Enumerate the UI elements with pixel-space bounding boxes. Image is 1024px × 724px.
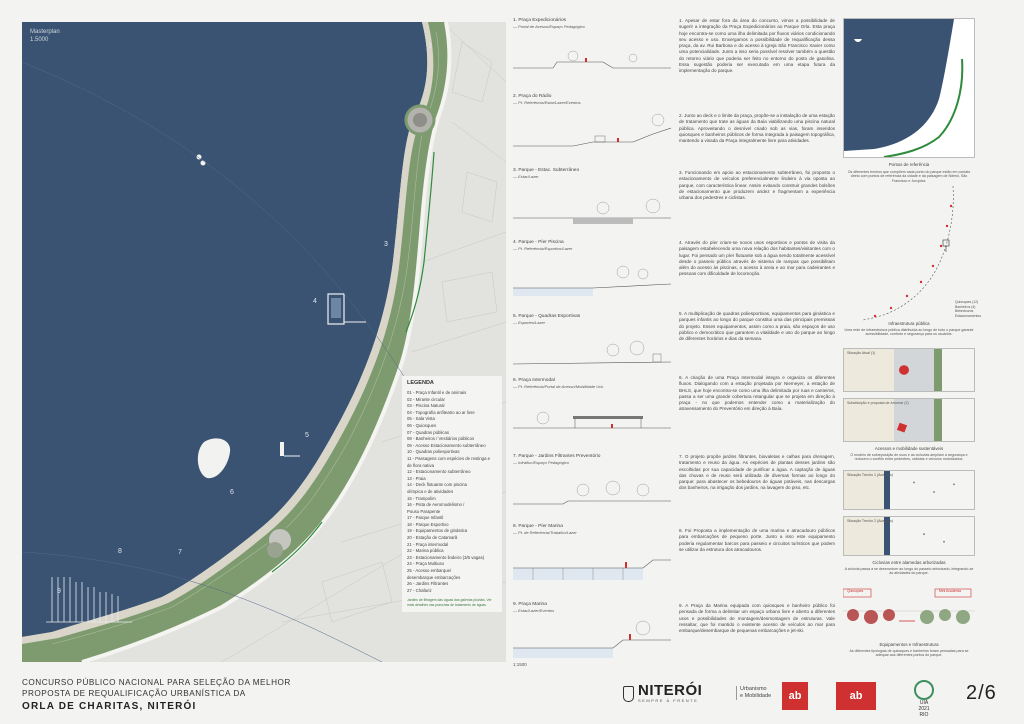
legend-item: 07 - Quadras públicas xyxy=(407,429,450,435)
key-item: Estacionamentos xyxy=(955,313,982,318)
section-title: 8. Parque - Píer Marina xyxy=(513,524,563,529)
section-6 xyxy=(513,378,671,438)
diagrams-column xyxy=(843,18,1003,668)
section-drawing xyxy=(513,616,671,660)
infra-caption: Uma rede de infraestrutura pública distribuída ao longo de todo o parque garante acessibilidade, conforto e segurança para os usuários. xyxy=(844,328,974,337)
uia-city: RIO xyxy=(919,712,929,718)
legend-box xyxy=(402,376,502,612)
legend-item: de flora nativa xyxy=(407,462,434,468)
section-title: 9. Praça Marina xyxy=(513,602,547,607)
equipment-caption: As diferentes tipologias de quiosques e banheiros foram pensadas para se adequar aos diferentes pontos do parque. xyxy=(849,649,969,658)
legend-item: 19 - Equipamentos de ginástica xyxy=(407,528,468,534)
uia-label: UIA xyxy=(919,700,929,706)
legend-item: 05 - Sala Vista xyxy=(407,416,435,422)
legend-item: olímpica e de atividades xyxy=(407,488,454,494)
section-drawing xyxy=(513,328,671,372)
infra-title: Infraestrutura pública xyxy=(888,321,930,326)
paragraph-8: 8. Foi Proposta a implementação de uma marina e atracadouro públicos para embarcações de pequeno porte. Junto a isso este equipamento poderia regulamentar barcos para passeio e circuitos turísticos que podem se utilizar da estrutura dos atracadouros. xyxy=(679,528,835,552)
department-line: e Mobilidade xyxy=(740,693,772,699)
infrastructure-key xyxy=(955,300,981,318)
section-subtitle: — Pt. de Referência/Trabalho/Lazer xyxy=(513,530,577,535)
niteroi-logo xyxy=(623,684,702,703)
section-subtitle: — Infrafluc/Espaço Pedagógico xyxy=(513,460,570,465)
legend-item: desembarque embarcações xyxy=(407,574,461,580)
reference-map xyxy=(843,18,975,158)
section-drawing xyxy=(513,182,671,226)
section-3 xyxy=(513,168,671,228)
department-name xyxy=(736,686,771,700)
legend-list xyxy=(407,390,497,594)
section-title: 5. Parque - Quadras Esportivas xyxy=(513,314,581,319)
paragraph-3: 3. Funcionando em apoio ao estacionamento subterrâneo, foi proposto o estacionamento de veículos preferencialmente lindeiro à via oposta ao parque, com característica linear. Assim evitando construir grandes bolsões de estacionamento que produzem aridez e fragmentam a experiência urbana dos pedestres e ciclistas. xyxy=(679,170,835,201)
iab-logo-2: ab xyxy=(836,682,876,710)
legend-item: Pouso Parapente xyxy=(407,508,441,514)
section-title: 2. Praça do Rádio xyxy=(513,94,552,99)
paragraph-9: 9. A Praça da Marina equipada com quiosques e banheiro público foi pensada de forma a delimitar um espaço urbano livre e aberto a diferentes usos e possibilidades de montagem/desmontagem de estruturas. Vale ressaltar, que foi mantido o existente acesso de veículos ao mar para embarque/desembarque de pequenas embarcações e jet-ski. xyxy=(679,603,835,634)
legend-item: 24 - Praça Multiuso xyxy=(407,561,445,567)
ref-map-caption: Os diferentes trechos que compõem cada ponto do parque estão em contato direto com pontos de referência da cidade e da paisagem de Niterói, São Francisco e Jurujuba. xyxy=(847,170,971,183)
uia-logo xyxy=(906,680,942,718)
plan-marker-8: 8 xyxy=(118,548,122,555)
situation-diagram-4 xyxy=(843,516,975,556)
sections-column xyxy=(513,18,671,668)
section-subtitle: — Pt. Referência/Esportivo/Lazer xyxy=(513,246,573,251)
plan-marker-5: 5 xyxy=(305,432,309,439)
plan-marker-4: 4 xyxy=(313,298,317,305)
niteroi-tagline: SEMPRE À FRENTE xyxy=(638,698,699,703)
mobility-caption: O modelo de sobreposição de usos e as ciclovias ampliam a segurança e reduzem o conflito entre pedestres, ciclistas e veículos motorizados. xyxy=(850,453,968,462)
uia-circle-icon xyxy=(914,680,934,700)
niteroi-brand: NITERÓI xyxy=(638,682,703,699)
legend-item: 17 - Parque Infantil xyxy=(407,515,444,521)
cycle-caption: A ciclovia passa a se desenvolver ao longo do passeio arborizado, integrando-se às atividades do parque. xyxy=(844,567,974,576)
section-drawing xyxy=(513,32,671,76)
plan-marker-9: 9 xyxy=(57,588,61,595)
footer-line-1: CONCURSO PÚBLICO NACIONAL PARA SELEÇÃO DA MELHOR xyxy=(22,678,291,687)
section-subtitle: — Estar/Lazer/Eventos xyxy=(513,608,555,613)
legend-item: 23 - Estacionamento lindeiro (3/6 vagas) xyxy=(407,554,485,560)
key-item: Banheiros (4) xyxy=(955,304,976,309)
legend-item: 03 - Piscina Natural xyxy=(407,403,445,409)
masterplan-label: Masterplan xyxy=(30,29,60,35)
section-title: 6. Praça Intermodal xyxy=(513,378,555,383)
section-5 xyxy=(513,314,671,374)
equipment-label-1: Quiosques xyxy=(847,589,864,593)
diagram-label: Substituição e proposta de Arrumar (2) xyxy=(847,401,909,405)
ref-map-title: Pontos de referência xyxy=(888,162,930,167)
footer xyxy=(0,672,1024,724)
legend-item: 16 - Pista de Aeromodelismo / xyxy=(407,502,465,508)
section-title: 3. Parque - Estac. Subterrâneo xyxy=(513,168,580,173)
sections-scale: 1:1500 xyxy=(513,662,527,667)
section-9 xyxy=(513,602,671,662)
legend-item: 26 - Jardins Filtrantes xyxy=(407,581,449,587)
paragraph-1: 1. Apesar de estar fora da área do concurso, vimos a possibilidade de sugerir a integração da Praça Expedicionários ao Parque Orla. Esta praça hoje encontra-se como uma ilha delimitada por fluxos viários condicionando seu acesso e uso. Enxergamos a possibilidade de requalificação dessa praça, da av. Rui Barbosa e do acesso à Igreja São Francisco Xavier como uma potencialidade. Junto a isso seria possível resolver também a questão do retorno viário que poderia ser feito no entorno do posto de gasolina. Essa sugestão poderia ser executada em uma etapa futura da implementação do parque. xyxy=(679,18,835,74)
legend-note: Jardins de filtragem das águas das galerias pluviais. Ver mais detalhes nas pranchas de tratamento de águas. xyxy=(407,598,492,607)
section-title: 7. Parque - Jardins Filtrantes Preventório xyxy=(513,454,601,459)
department-line: Urbanismo xyxy=(740,686,767,692)
plan-marker-7: 7 xyxy=(178,549,182,556)
section-title: 4. Parque - Píer Piscina xyxy=(513,240,564,245)
paragraph-7: 7. O projeto propõe jardins filtrantes, biovaletas e calhas para drenagem, tratamento e reuso da água. As espécies de plantas desses jardins são escolhidas por sua capacidade de purificar a água. A captação de águas das chuvas e de reuso será utilizada de diversas formas ao longo do parque: para abastecer os bebedouros de águas potáveis, nas descargas dos banheiros, na irrigação dos jardins, na lavagem do piso, etc. xyxy=(679,454,835,491)
section-subtitle: — Esportes/Lazer xyxy=(513,320,546,325)
legend-item: 09 - Acesso Estacionamento subterrâneo xyxy=(407,442,486,448)
section-2 xyxy=(513,94,671,154)
legend-item: 22 - Marina pública xyxy=(407,548,444,554)
iab-logo-1: ab xyxy=(782,682,808,710)
legend-item: 08 - Banheiros / Vestiários públicos xyxy=(407,436,475,442)
section-drawing xyxy=(513,468,671,512)
legend-item: 25 - Acesso embarque/ xyxy=(407,568,452,574)
key-item: Quiosques (12) xyxy=(955,300,979,304)
legend-title: LEGENDA xyxy=(407,380,434,386)
cycle-title: Ciclovias entre alamedas arborizadas xyxy=(872,560,946,565)
section-subtitle: — Pt. Referência/Estar/Lazer/Eventos xyxy=(513,100,581,105)
plan-marker-2: 2 xyxy=(432,142,436,149)
legend-item: 01 - Praça Infantil e de animais xyxy=(407,390,467,395)
legend-item: 20 - Estação de Catamarã xyxy=(407,535,458,541)
section-8 xyxy=(513,524,671,584)
plan-marker-3: 3 xyxy=(384,241,388,248)
legend-item: 18 - Parque Esportivo xyxy=(407,521,449,527)
legend-item: 04 - Topografia anfiteatro ao ar livre xyxy=(407,409,475,415)
masterplan-map xyxy=(22,22,506,662)
paragraph-2: 2. Junto ao deck e o limite da praça, propõe-se a instalação de uma estação de tratamento que trate as águas da Baía viabilizando uma piscina natural pública. Aproveitando o desnível criado sob as vias, foram inseridos quiosques e banheiros públicos de forma integrada à paisagem topográfica, mantendo a visada da Praça integralmente livre para atividades. xyxy=(679,113,835,144)
equipment-label-2: Mini Academia xyxy=(939,589,962,593)
equipment-title: Equipamentos e Infraestrutura xyxy=(879,642,939,647)
paragraph-6: 6. A criação de uma Praça Intermodal integra e organiza os diferentes fluxos. Dialogando com a estação projetada por Niemeyer, a estação de BHLS, que hoje encontra-se como uma ilha delimitada por ruas e canteiros, passa a ser uma grande cobertura retangular que se projeta em direção à praça - no que podemos entender como a materialização do atravessamento do Preventório em direção à Baía. xyxy=(679,375,835,412)
situation-diagram-3 xyxy=(843,470,975,510)
key-item: Bebedouros xyxy=(955,309,974,314)
diagram-label: Situação Atual (1) xyxy=(847,351,876,355)
footer-project-title: ORLA DE CHARITAS, NITERÓI xyxy=(22,701,197,712)
legend-item: 12 - Estacionamento subterrâneo xyxy=(407,469,471,475)
uia-year: 2021 xyxy=(918,706,930,712)
situation-diagram-1 xyxy=(843,348,975,392)
legend-item: 15 - Trampolim xyxy=(407,495,436,501)
legend-item: 11 - Passagens com espécies de restinga e xyxy=(407,455,491,461)
section-subtitle: — Portal de Acesso/Espaço Pedagógico xyxy=(513,24,585,29)
paragraph-4: 4. Através do píer criam-se novos usos esportivos e pontos de visita da paisagem estabelecendo uma nova relação dos habitantes/visitantes com o lugar. Foi pensado um píer flutuante sob a água sendo totalmente acessível desde o passeio público através de sistema de rampas que possibilitam além do acesso às piscinas, o acesso à areia e ao mar para cadeirantes e pessoas com dificuldade de locomoção. xyxy=(679,240,835,277)
legend-item: 10 - Quadras poliesportivas xyxy=(407,449,460,455)
section-1 xyxy=(513,18,671,78)
footer-line-2: PROPOSTA DE REQUALIFICAÇÃO URBANÍSTICA DA xyxy=(22,689,246,698)
section-drawing xyxy=(513,538,671,582)
section-drawing xyxy=(513,392,671,436)
diagram-label: Situação Trecho 2 (Acessos) xyxy=(847,519,893,523)
crest-icon xyxy=(623,686,634,702)
legend-item: 13 - Praia xyxy=(407,475,426,481)
legend-item: 21 - Praça intermodal xyxy=(407,541,449,547)
legend-item: 06 - Quiosques xyxy=(407,422,437,428)
section-7 xyxy=(513,454,671,514)
section-4 xyxy=(513,240,671,300)
section-drawing xyxy=(513,108,671,152)
page-number: 2/6 xyxy=(966,682,997,704)
section-title: 1. Praça Expedicionários xyxy=(513,18,567,23)
legend-item: 27 - Chafariz xyxy=(407,587,432,593)
masterplan-title xyxy=(30,28,60,44)
section-subtitle: — Estar/Lazer xyxy=(513,174,539,179)
diagram-label: Situação Trecho 1 (Acessos) xyxy=(847,473,893,477)
mobility-title: Acessos e mobilidade sustentáveis xyxy=(874,446,944,451)
masterplan-scale: 1.5000 xyxy=(30,37,49,43)
legend-item: 02 - Mirante circular xyxy=(407,396,445,402)
plan-marker-6: 6 xyxy=(230,489,234,496)
paragraph-5: 5. A multiplicação de quadras poliesportivas, equipamentos para ginástica e parques infantis ao longo do parque constitui uma das principais premissas do projeto. Esses equipamentos, assim como a praia, são espaços de uso público e democrático que garantem a vitalidade e uso do parque ao longo de diferentes horários e dias da semana. xyxy=(679,311,835,342)
section-subtitle: — Pt. Referência/Portal de Acesso/Mobilidade Urb. xyxy=(513,384,604,389)
situation-diagram-2 xyxy=(843,398,975,442)
legend-item: 14 - Deck flutuante com piscina xyxy=(407,482,467,488)
plan-marker-1: 1 xyxy=(428,43,432,50)
section-drawing xyxy=(513,254,671,298)
